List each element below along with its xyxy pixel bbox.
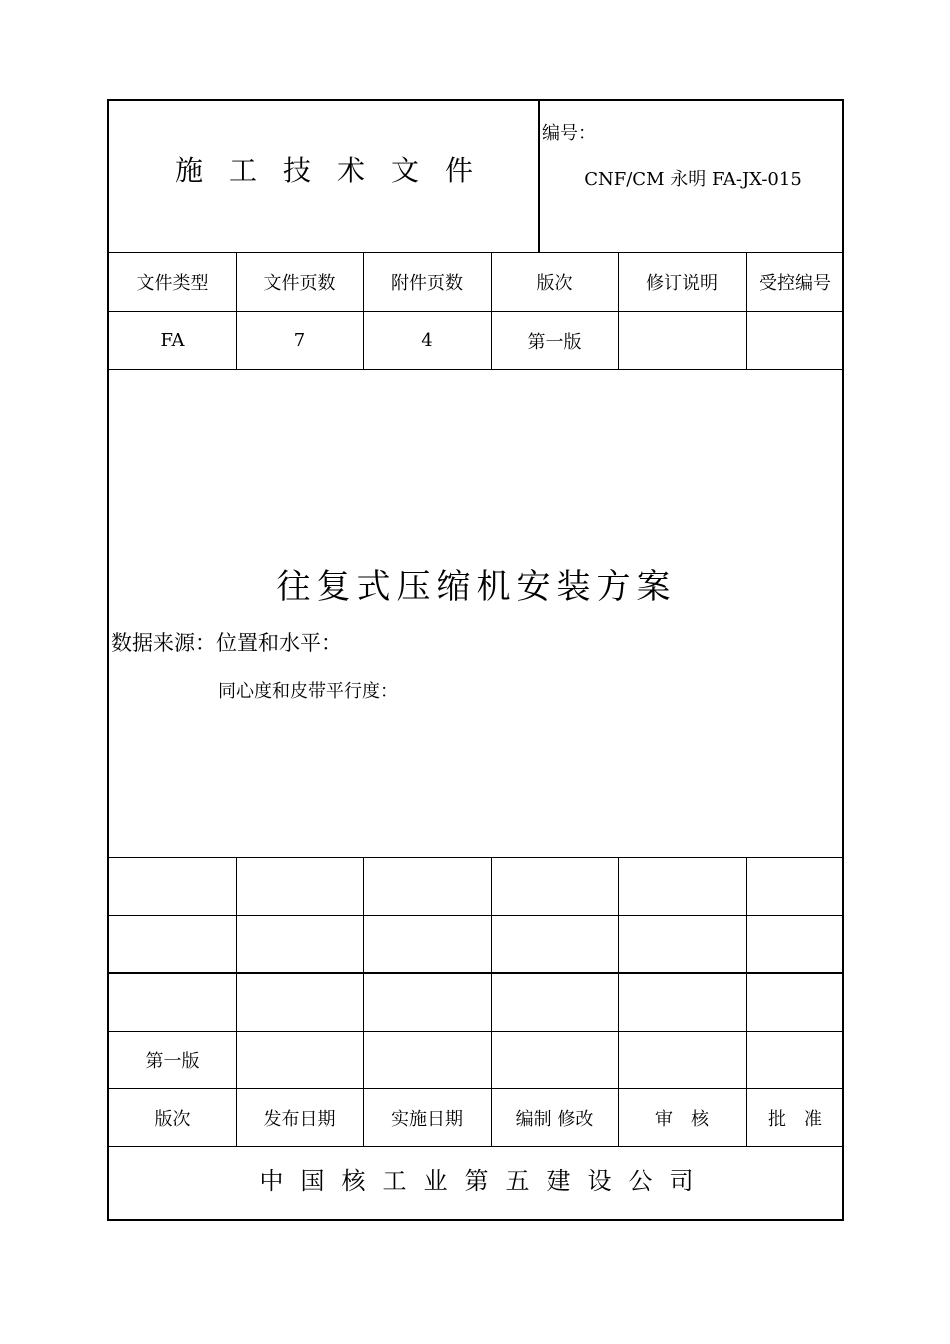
info-value-control-no <box>746 312 844 369</box>
revision-header-effective-date: 实施日期 <box>391 1108 463 1130</box>
document-frame <box>107 99 844 1221</box>
revision-table-bottom-rule <box>109 1146 844 1147</box>
revision-header-reviewed-by: 审 核 <box>655 1108 709 1130</box>
revision-header-release-date: 发布日期 <box>263 1108 336 1130</box>
data-source-line-1: 数据来源：位置和水平： <box>111 631 342 655</box>
revision-header-prepared-by: 编制 修改 <box>515 1108 594 1130</box>
company-name: 中国核工业第五建设公司 <box>259 1167 711 1195</box>
revision-table-top-rule <box>109 857 844 858</box>
data-source-line-2: 同心度和皮带平行度： <box>218 681 398 702</box>
revision-edition-value: 第一版 <box>145 1051 200 1072</box>
revision-header-approved-by: 批 准 <box>768 1108 822 1130</box>
header-divider <box>538 101 540 253</box>
info-header-control-no: 受控编号 <box>759 273 831 294</box>
info-value-doc-type: FA <box>160 330 185 351</box>
revision-table-rule <box>109 915 844 916</box>
revision-header-edition: 版次 <box>154 1108 191 1130</box>
info-header-revision-note: 修订说明 <box>646 273 718 294</box>
info-header-doc-type: 文件类型 <box>136 273 209 294</box>
document-title: 往复式压缩机安装方案 <box>276 567 677 607</box>
code-value: CNF/CM 永明 FA-JX-015 <box>584 169 802 190</box>
revision-table-thick-rule <box>109 972 844 974</box>
info-table-bottom-rule <box>109 369 844 370</box>
info-header-doc-pages: 文件页数 <box>263 273 336 294</box>
code-label: 编号： <box>542 123 596 144</box>
header-title: 施工技术文件 <box>174 154 499 187</box>
info-value-attach-pages: 4 <box>421 330 433 351</box>
info-value-edition: 第一版 <box>527 331 582 353</box>
info-header-attach-pages: 附件页数 <box>391 273 463 294</box>
info-value-doc-pages: 7 <box>293 330 306 351</box>
info-header-edition: 版次 <box>536 273 573 294</box>
info-value-revision-note <box>618 312 746 369</box>
